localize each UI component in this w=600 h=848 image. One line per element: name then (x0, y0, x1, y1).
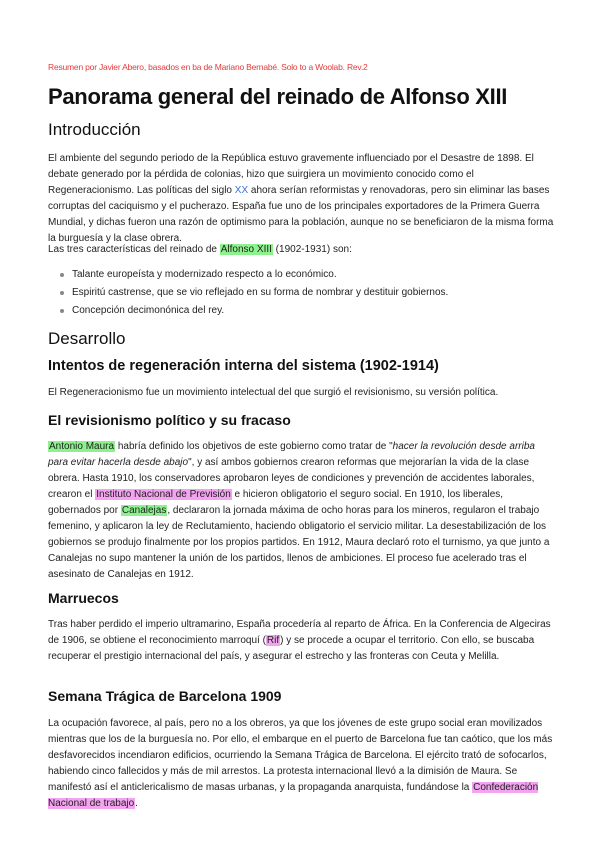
highlight-antonio-maura: Antonio Maura (49, 441, 115, 452)
section-heading-desarrollo: Desarrollo (48, 329, 126, 348)
bullet-icon (60, 273, 64, 277)
list-item: Talante europeísta y modernizado respecto a lo económico. (58, 266, 548, 284)
bullet-icon (60, 291, 64, 295)
highlight-alfonso-xiii: Alfonso XIII (220, 244, 272, 255)
text-run: ahora serían reformistas y renovadoras, pero sin eliminar las bases corruptas del caciquismo y el pucherazo. España fue uno de los principales exportadores de la Primera Guerra Mundial, y dichas fueron una razón de optimismo para la población, aunque no se beneficiaron de la misma forma la burguesía y la clase obrera. (48, 185, 554, 244)
century-roman: XX (234, 185, 249, 196)
highlight-instituto-prevision: Instituto Nacional de Previsión (96, 489, 231, 500)
list-item: Espiritú castrense, que se vio reflejado en su forma de nombrar y destituir gobiernos. (58, 284, 548, 302)
text-run: (1902-1931) son: (272, 244, 352, 255)
text-run: Las tres características del reinado de (48, 244, 220, 255)
subheading-semana-tragica: Semana Trágica de Barcelona 1909 (48, 688, 282, 704)
highlight-cnt: Confederación Nacional de trabajo (48, 782, 539, 809)
subheading-revisionismo: El revisionismo político y su fracaso (48, 412, 291, 428)
highlight-canalejas: Canalejas (121, 505, 167, 516)
credit-line: Resumen por Javier Abero, basados en ba de Mariano Bernabé. Solo to a Woolab. Rev.2 (48, 62, 368, 72)
section-heading-introduccion: Introducción (48, 120, 141, 139)
regeneracionismo-paragraph: El Regeneracionismo fue un movimiento intelectual del que surgió el revisionismo, su versión política. (48, 387, 499, 398)
semana-tragica-paragraph: La ocupación favorece, al país, pero no a los obreros, ya que los jóvenes de este grupo social eran movilizados mientras que los de la burguesía no. Por ello, el embarque en el puerto de Barcelona fue tan caótico, que los más desfavorecidos incendiaron edificios, ocurriendo la Semana Trágica de Barcelona. El ejército trató de sofocarlos, habiendo cinco fallecidos y más de mil arrestos. La protesta internacional llevó a la dimisión de Maura. Se manifestó así el anticlericalismo de masas urbanas, y la propaganda anarquista, fundándose la Confederación Nacional de trabajo. (48, 718, 553, 809)
characteristics-list (58, 266, 548, 320)
text-run: El ambiente del segundo periodo de la República estuvo gravemente influenciado por el Desastre de 1898. El debate generado por la pérdida de colonias, hizo que suirgiera un movimiento conocido como el Regeneracionismo. Las políticas del siglo (48, 153, 534, 196)
page-title: Panorama general del reinado de Alfonso XIII (48, 84, 508, 109)
highlight-rif: Rif (266, 635, 280, 646)
subheading-intentos: Intentos de regeneración interna del sistema (1902-1914) (48, 358, 439, 374)
maura-quote: hacer la revolución desde arriba para evitar hacerla desde abajo (48, 441, 535, 468)
list-item: Concepción decimonónica del rey. (58, 302, 548, 320)
intro-characteristics-line (48, 242, 554, 258)
subheading-marruecos: Marruecos (48, 590, 119, 606)
bullet-icon (60, 309, 64, 313)
intro-paragraph (48, 151, 554, 247)
marruecos-paragraph: Tras haber perdido el imperio ultramarino, España procedería al reparto de África. En la Conferencia de Algeciras de 1906, se obtiene el reconocimiento marroquí (Rif) y se procede a ocupar el territorio. Con ello, se buscaba recuperar el prestigio internacional del país, y asegurar el estrecho y las fronteras con Ceuta y Melilla. (48, 619, 551, 662)
revisionismo-paragraph: Antonio Maura habría definido los objetivos de este gobierno como tratar de "hacer la revolución desde arriba para evitar hacerla desde abajo", y así ambos gobiernos crearon reformas que mejorarían la vida de la clase obrera. Hasta 1910, los conservadores aprobaron leyes de condiciones y prevención de accidentes laborales, crearon el Instituto Nacional de Previsión e hicieron obligatorio el seguro social. En 1910, los liberales, gobernados por Canalejas, declararon la jornada máxima de ocho horas para los mineros, regularon el trabajo femenino, y aplicaron la ley de Reclutamiento, haciendo obligatorio el servicio militar. La desestabilización de los gobiernos se produjo finalmente por los propios partidos. En 1912, Maura declaró roto el turnismo, ya que junto a Canalejas no supo mantener la unión de los partidos, llenos de ambiciones. El proceso fue acelerado tras el asesinato de Canalejas en 1912. (48, 441, 550, 580)
